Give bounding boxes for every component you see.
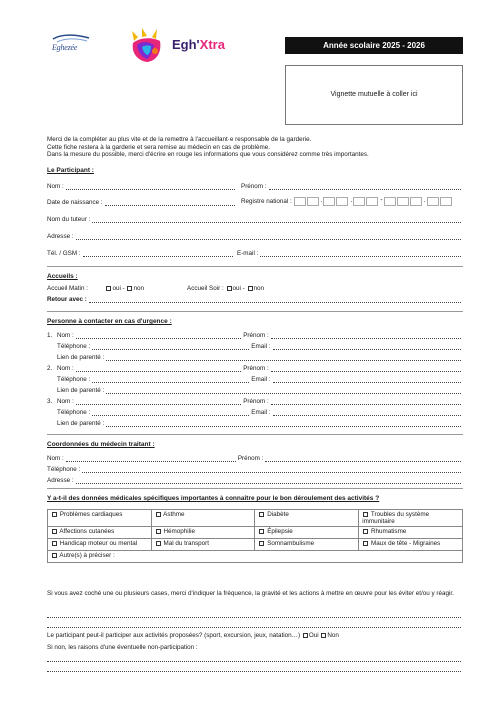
intro-line-1: Merci de la compléter au plus vite et de la remettre à l'accueillant·e responsable de la garderie. xyxy=(47,136,312,143)
condition-checkbox[interactable] xyxy=(156,529,161,534)
medical-conditions-table xyxy=(47,509,463,563)
intro-line-3: Dans la mesure du possible, merci d'écrire en rouge les informations que vous considérez comme très importantes. xyxy=(47,151,369,159)
non-label: non xyxy=(253,285,265,292)
contact-prenom-label: Prénom : xyxy=(243,332,269,340)
condition-label: Épilepsie xyxy=(267,528,293,535)
contact-lien-label: Lien de parenté : xyxy=(57,387,105,395)
medecin-fields xyxy=(47,452,463,485)
participant-naissance-field[interactable] xyxy=(47,199,237,207)
autre-cell[interactable] xyxy=(48,551,463,563)
condition-cell[interactable] xyxy=(255,539,359,551)
condition-cell[interactable] xyxy=(151,510,255,527)
urgence-section-title: Personne à contacter en cas d'urgence : xyxy=(47,318,172,325)
accueil-soir-oui-checkbox[interactable] xyxy=(227,286,232,291)
contact-prenom-label: Prénom : xyxy=(243,365,269,373)
raisons-answer-line-1[interactable] xyxy=(47,656,463,663)
intro-line-2: Cette fiche restera à la garderie et sera remise au médecin en cas de problème. xyxy=(47,143,270,151)
condition-label: Mal du transport xyxy=(163,540,209,547)
frequence-answer-line-2[interactable] xyxy=(47,622,463,629)
condition-checkbox[interactable] xyxy=(259,541,264,546)
contact-email-label: Email : xyxy=(251,376,271,384)
participant-email-field[interactable] xyxy=(237,250,463,258)
medecin-prenom-label: Prénom : xyxy=(237,455,264,463)
eghezee-logo xyxy=(49,33,93,55)
condition-checkbox[interactable] xyxy=(156,541,161,546)
contact-lien-label: Lien de parenté : xyxy=(57,354,105,362)
accueil-matin-label: Accueil Matin : xyxy=(47,285,88,292)
condition-cell[interactable] xyxy=(359,527,463,539)
registre-national-field[interactable]: Registre national : . . - . xyxy=(241,197,453,206)
contact-nom-label: Nom : xyxy=(57,365,74,373)
eghxtra-logo-text-suffix: Xtra xyxy=(199,37,225,52)
participant-adresse-field[interactable] xyxy=(47,233,463,241)
participant-tuteur-field[interactable] xyxy=(47,216,463,224)
raisons-answer-line-2[interactable] xyxy=(47,666,463,673)
table-row xyxy=(48,539,463,551)
registre-national-label: Registre national : xyxy=(241,198,292,206)
participant-nom-field[interactable] xyxy=(47,183,237,191)
condition-checkbox[interactable] xyxy=(156,512,161,517)
participant-section-title: Le Participant : xyxy=(47,167,94,174)
condition-label: Hémophilie xyxy=(163,528,195,535)
table-row xyxy=(48,510,463,527)
contact-number: 1. xyxy=(47,332,53,340)
urgence-contact-1[interactable] xyxy=(47,329,463,340)
participant-tuteur-label: Nom du tuteur : xyxy=(47,216,91,223)
urgence-contact-2-lien[interactable] xyxy=(47,384,463,395)
vignette-box[interactable] xyxy=(285,65,463,125)
accueil-matin-row xyxy=(47,285,144,293)
vignette-label: Vignette mutuelle à coller ici xyxy=(330,90,418,98)
activites-question xyxy=(47,632,339,640)
condition-label: Troubles du système immunitaire xyxy=(362,511,430,525)
urgence-contact-2-phone[interactable] xyxy=(47,373,463,384)
contact-telephone-label: Téléphone : xyxy=(57,409,91,417)
oui-label: oui - xyxy=(232,285,245,292)
contact-lien-label: Lien de parenté : xyxy=(57,420,105,428)
medical-section-title: Y a-t-il des données médicales spécifiques importantes à connaître pour le bon déroulement des activités ? xyxy=(47,495,380,502)
accueil-soir-label: Accueil Soir : xyxy=(187,285,224,292)
condition-cell[interactable] xyxy=(151,527,255,539)
medecin-adresse-row[interactable] xyxy=(47,474,463,485)
urgence-contact-3[interactable] xyxy=(47,395,463,406)
contact-telephone-label: Téléphone : xyxy=(57,343,91,351)
autre-label: Autre(s) à préciser : xyxy=(59,552,115,559)
condition-label: Affections cutanées xyxy=(59,528,115,535)
condition-label: Asthme xyxy=(163,511,185,518)
condition-label: Rhumatisme xyxy=(370,528,407,535)
oui-label: oui - xyxy=(112,285,125,292)
contact-prenom-label: Prénom : xyxy=(243,398,269,406)
accueils-section-title: Accueils : xyxy=(47,273,78,280)
frequence-text: Si vous avez coché une ou plusieurs cases, merci d'indiquer la fréquence, la gravité et les actions à mettre en œuvre pour les éviter et/ou y réagir. xyxy=(47,590,454,597)
non-label: Non xyxy=(327,632,339,639)
accueil-matin-oui-checkbox[interactable] xyxy=(106,286,111,291)
divider xyxy=(47,488,463,489)
medecin-nom-row[interactable] xyxy=(47,452,463,463)
divider xyxy=(47,434,463,435)
oui-label: Oui xyxy=(308,632,319,639)
condition-label: Maux de tête - Migraines xyxy=(370,540,441,547)
condition-checkbox[interactable] xyxy=(363,529,368,534)
condition-checkbox[interactable] xyxy=(363,512,368,517)
condition-label: Problèmes cardiaques xyxy=(59,511,123,518)
retour-avec-label: Retour avec : xyxy=(47,296,87,303)
frequence-answer-line-1[interactable] xyxy=(47,612,463,619)
condition-cell[interactable] xyxy=(48,510,152,527)
condition-label: Somnambulisme xyxy=(267,540,315,547)
medecin-adresse-label: Adresse : xyxy=(47,477,74,485)
accueil-matin-non-checkbox[interactable] xyxy=(127,286,132,291)
condition-cell[interactable] xyxy=(48,539,152,551)
condition-cell[interactable] xyxy=(48,527,152,539)
urgence-contact-1-lien[interactable] xyxy=(47,351,463,362)
divider xyxy=(47,266,463,267)
condition-checkbox[interactable] xyxy=(52,512,57,517)
condition-cell[interactable] xyxy=(359,539,463,551)
intro-text xyxy=(47,136,467,159)
urgence-contacts xyxy=(47,329,463,428)
medecin-section-title: Coordonnées du médecin traitant : xyxy=(47,441,155,448)
activites-oui-checkbox[interactable] xyxy=(303,633,308,638)
participant-naissance-label: Date de naissance : xyxy=(47,199,103,206)
participant-prenom-field[interactable] xyxy=(241,183,463,191)
participant-prenom-label: Prénom : xyxy=(241,183,267,190)
participant-email-label: E-mail : xyxy=(237,250,259,257)
condition-label: Diabète xyxy=(267,511,289,518)
eghxtra-logo xyxy=(128,27,238,65)
contact-nom-label: Nom : xyxy=(57,332,74,340)
non-label: non xyxy=(133,285,144,292)
condition-label: Handicap moteur ou mental xyxy=(59,540,138,547)
eghxtra-logo-text-prefix: Egh' xyxy=(172,37,200,52)
raisons-label: Si non, les raisons d'une éventuelle non-participation : xyxy=(47,644,198,651)
participant-tel-field[interactable] xyxy=(47,250,235,258)
school-year-banner: Année scolaire 2025 - 2026 xyxy=(285,37,463,54)
condition-cell[interactable] xyxy=(255,527,359,539)
participant-tel-label: Tél. / GSM : xyxy=(47,250,81,257)
condition-cell[interactable] xyxy=(359,510,463,527)
contact-number: 3. xyxy=(47,398,53,406)
participant-nom-label: Nom : xyxy=(47,183,64,190)
urgence-contact-3-phone[interactable] xyxy=(47,406,463,417)
condition-cell[interactable] xyxy=(151,539,255,551)
table-row xyxy=(48,551,463,563)
condition-checkbox[interactable] xyxy=(52,529,57,534)
urgence-contact-2[interactable] xyxy=(47,362,463,373)
condition-checkbox[interactable] xyxy=(259,529,264,534)
activites-label: Le participant peut-il participer aux activités proposées? (sport, excursion, jeux, natation…) xyxy=(47,632,301,639)
table-row xyxy=(48,527,463,539)
medecin-nom-label: Nom : xyxy=(47,455,64,463)
medecin-telephone-row[interactable] xyxy=(47,463,463,474)
condition-checkbox[interactable] xyxy=(259,512,264,517)
medecin-telephone-label: Téléphone : xyxy=(47,466,81,474)
activites-non-checkbox[interactable] xyxy=(321,633,326,638)
retour-avec-field[interactable] xyxy=(47,296,463,304)
condition-cell[interactable] xyxy=(255,510,359,527)
contact-email-label: Email : xyxy=(251,343,271,351)
condition-checkbox[interactable] xyxy=(363,541,368,546)
eghezee-logo-text: Eghezée xyxy=(52,43,78,52)
contact-email-label: Email : xyxy=(251,409,271,417)
divider xyxy=(47,311,463,312)
participant-adresse-label: Adresse : xyxy=(47,233,74,240)
contact-telephone-label: Téléphone : xyxy=(57,376,91,384)
autre-checkbox[interactable] xyxy=(52,553,57,558)
accueil-soir-row xyxy=(187,285,264,293)
urgence-contact-3-lien[interactable] xyxy=(47,417,463,428)
condition-checkbox[interactable] xyxy=(52,541,57,546)
contact-number: 2. xyxy=(47,365,53,373)
accueil-soir-non-checkbox[interactable] xyxy=(248,286,253,291)
eghxtra-emblem-icon xyxy=(128,27,168,65)
contact-nom-label: Nom : xyxy=(57,398,74,406)
urgence-contact-1-phone[interactable] xyxy=(47,340,463,351)
